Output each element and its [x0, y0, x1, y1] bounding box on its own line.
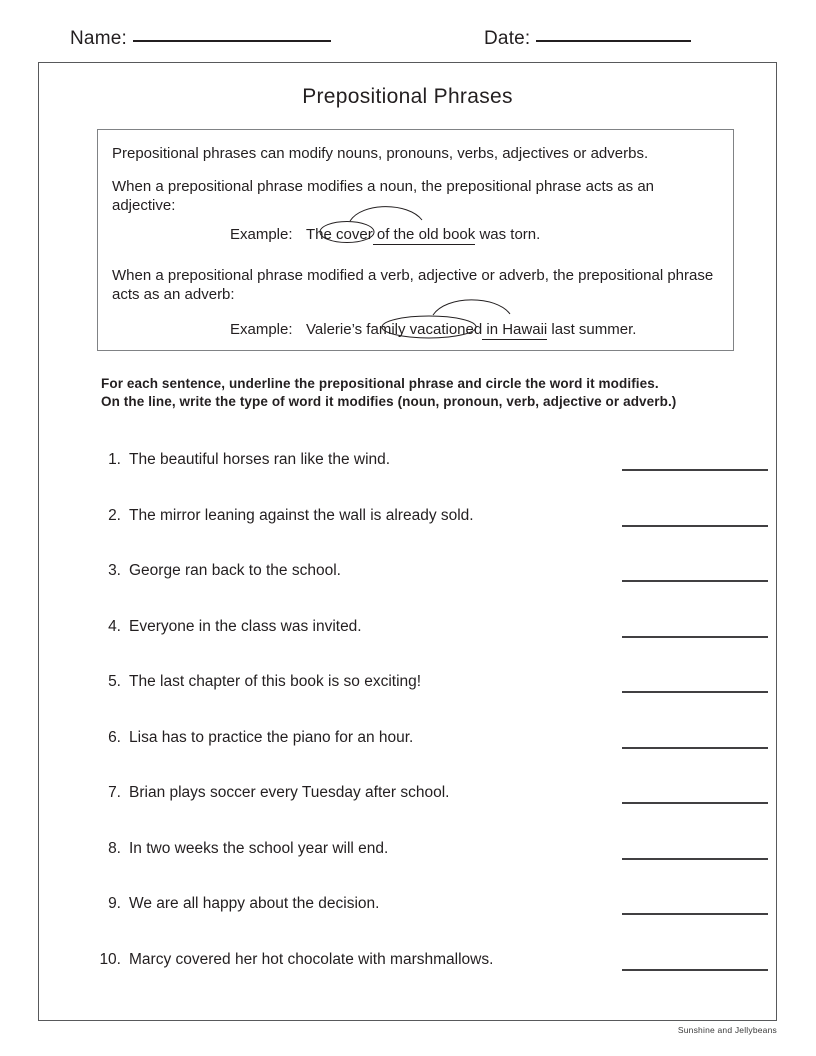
question-number: 3.: [108, 562, 121, 579]
question-text: In two weeks the school year will end.: [129, 839, 389, 857]
example-1: [112, 225, 719, 244]
question-number: 7.: [108, 784, 121, 801]
answer-line[interactable]: [622, 525, 768, 527]
header-fields: [0, 28, 816, 62]
example-2-underlined-phrase: in Hawaii: [482, 321, 548, 338]
example-1-before: The: [306, 226, 337, 243]
example-2-after: last summer.: [547, 321, 637, 338]
footer-credit: Sunshine and Jellybeans: [677, 1025, 777, 1035]
question-text: Everyone in the class was invited.: [129, 617, 362, 635]
question-row-6: [91, 729, 771, 785]
date-write-line[interactable]: [536, 39, 691, 42]
question-number: 5.: [108, 673, 121, 690]
worksheet-frame: [38, 62, 777, 1021]
answer-line[interactable]: [622, 580, 768, 582]
example-2-label: Example:: [230, 321, 293, 338]
answer-line[interactable]: [622, 691, 768, 693]
answer-line[interactable]: [622, 802, 768, 804]
question-text: George ran back to the school.: [129, 562, 341, 579]
question-row-9: [91, 895, 771, 951]
example-1-underlined-phrase: of the old book: [372, 226, 476, 243]
question-row-8: [91, 840, 771, 896]
example-2-before: Valerie’s family: [306, 321, 410, 338]
question-number: 10.: [99, 950, 121, 968]
question-text: The mirror leaning against the wall is already sold.: [129, 506, 474, 524]
question-text: Brian plays soccer every Tuesday after school.: [129, 784, 450, 801]
question-number: 1.: [108, 451, 121, 468]
answer-line[interactable]: [622, 913, 768, 915]
example-1-label: Example:: [230, 226, 293, 243]
question-row-2: [91, 507, 771, 563]
rule-line-3: When a prepositional phrase modified a verb, adjective or adverb, the prepositional phrase acts as an adverb:: [112, 267, 714, 303]
name-write-line[interactable]: [133, 39, 331, 42]
date-field[interactable]: [484, 28, 691, 50]
directions: [101, 375, 751, 411]
question-row-4: [91, 618, 771, 674]
question-text: The beautiful horses ran like the wind.: [129, 451, 391, 468]
answer-line[interactable]: [622, 858, 768, 860]
question-row-1: [91, 451, 771, 507]
example-2-sentence: [306, 320, 636, 339]
rule-line-1: Prepositional phrases can modify nouns, pronouns, verbs, adjectives or adverbs.: [112, 145, 649, 162]
question-row-7: [91, 784, 771, 840]
directions-line-1: For each sentence, underline the prepositional phrase and circle the word it modifies.: [101, 376, 659, 391]
question-number: 4.: [108, 617, 121, 635]
example-1-sentence: [306, 225, 540, 244]
question-text: Lisa has to practice the piano for an hour.: [129, 728, 414, 746]
answer-line[interactable]: [622, 747, 768, 749]
answer-line[interactable]: [622, 636, 768, 638]
question-row-3: [91, 562, 771, 618]
example-2: [112, 320, 719, 339]
question-row-10: [91, 951, 771, 1007]
question-text: The last chapter of this book is so exciting!: [129, 673, 422, 690]
question-number: 2.: [108, 506, 121, 524]
question-number: 8.: [108, 839, 121, 857]
question-text: Marcy covered her hot chocolate with marshmallows.: [129, 950, 494, 968]
rule-line-2: When a prepositional phrase modifies a noun, the prepositional phrase acts as an adjective:: [112, 178, 654, 214]
page-title: Prepositional Phrases: [302, 85, 513, 108]
example-1-after: was torn.: [475, 226, 541, 243]
question-number: 6.: [108, 728, 121, 746]
answer-line[interactable]: [622, 969, 768, 971]
answer-line[interactable]: [622, 469, 768, 471]
example-1-circled-word: cover: [336, 226, 373, 243]
question-row-5: [91, 673, 771, 729]
name-field[interactable]: [70, 28, 331, 50]
question-text: We are all happy about the decision.: [129, 895, 380, 912]
rules-box: [97, 129, 734, 351]
example-2-circled-word: vacationed: [409, 321, 483, 338]
name-label: Name:: [70, 28, 127, 49]
question-number: 9.: [108, 895, 121, 912]
date-label: Date:: [484, 28, 531, 49]
question-list: [91, 451, 771, 1006]
directions-line-2: On the line, write the type of word it modifies (noun, pronoun, verb, adjective or adverb.): [101, 394, 677, 409]
